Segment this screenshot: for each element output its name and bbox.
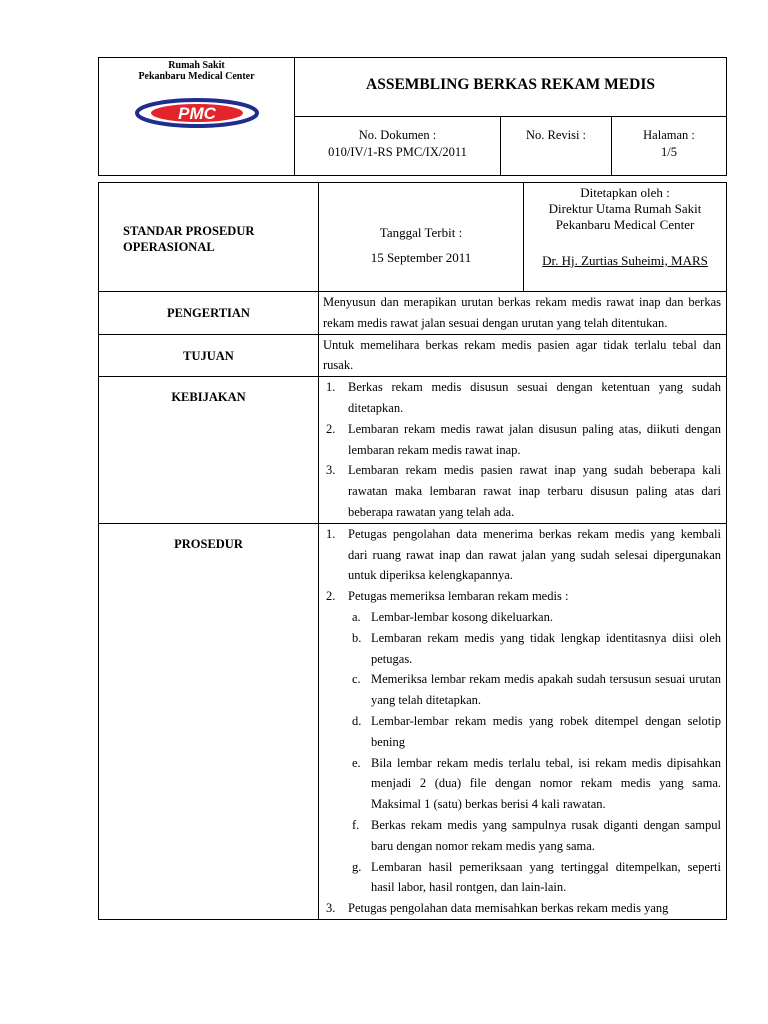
signatory-name: Dr. Hj. Zurtias Suheimi, MARS: [542, 253, 708, 268]
hospital-cell: [99, 58, 295, 176]
page-value: 1/5: [661, 145, 677, 159]
list-item: 1. Berkas rekam medis disusun sesuai dengan ketentuan yang sudah ditetapkan.: [326, 380, 721, 415]
list-item: d. Lembar-lembar rekam medis yang robek ditempel dengan selotip bening: [352, 713, 721, 749]
list-item: g. Lembaran hasil pemeriksaan yang tertinggal ditempelkan, seperti hasil labor, hasil rontgen, dan lain-lain.: [352, 859, 721, 895]
prosedur-list: [323, 524, 721, 607]
page-cell: [612, 117, 727, 176]
kebijakan-label: KEBIJAKAN: [99, 377, 319, 524]
set-by-line2: Pekanbaru Medical Center: [555, 217, 695, 232]
list-item: a. Lembar-lembar kosong dikeluarkan.: [352, 609, 553, 624]
page-label: Halaman :: [643, 128, 695, 142]
tujuan-label: TUJUAN: [99, 334, 319, 377]
list-item: c. Memeriksa lembar rekam medis apakah sudah tersusun sesuai urutan yang telah ditetapkan.: [352, 672, 721, 708]
list-item: 2. Lembaran rekam medis rawat jalan disusun paling atas, diikuti dengan lembaran rekam medis rawat inap.: [326, 421, 721, 457]
prosedur-label: PROSEDUR: [99, 523, 319, 919]
pengertian-text: Menyusun dan merapikan urutan berkas rekam medis rawat inap dan berkas rekam medis rawat jalan sesuai dengan urutan yang telah ditentukan.: [323, 295, 721, 330]
issue-date-label: Tanggal Terbit :: [379, 225, 463, 240]
pmc-logo: [99, 96, 294, 135]
list-item: 3. Petugas pengolahan data memisahkan berkas rekam medis yang: [326, 901, 669, 916]
set-by-label: Ditetapkan oleh :: [580, 185, 670, 200]
doc-number-cell: [295, 117, 501, 176]
title-cell: [295, 58, 727, 117]
pengertian-label: PENGERTIAN: [99, 292, 319, 335]
list-item: f. Berkas rekam medis yang sampulnya rusak diganti dengan sampul baru dengan nomor rekam medis yang sama.: [352, 817, 721, 853]
doc-number-value: 010/IV/1-RS PMC/IX/2011: [328, 145, 467, 159]
list-item: e. Bila lembar rekam medis terlalu tebal, isi rekam medis dipisahkan menjadi 2 (dua) file dengan nomor rekam medis yang sama. Maksimal 1 (satu) berkas berisi 4 kali rawatan.: [352, 755, 721, 812]
tujuan-text: Untuk memelihara berkas rekam medis pasien agar tidak terlalu tebal dan rusak.: [323, 337, 721, 373]
list-item: 3. Lembaran rekam medis pasien rawat inap yang sudah beberapa kali rawatan maka lembaran rawat inap terbaru disusun paling atas dari beberapa rawatan yang telah ada.: [326, 463, 721, 519]
doc-number-label: No. Dokumen :: [358, 128, 437, 142]
list-item: 1. Petugas pengolahan data menerima berkas rekam medis yang kembali dari ruang rawat inap dan rawat jalan yang sudah selesai dipergunakan untuk diperiksa kelengkapannya.: [326, 526, 721, 583]
document-title: ASSEMBLING BERKAS REKAM MEDIS: [366, 76, 655, 93]
revision-cell: [501, 117, 612, 176]
issue-date-value: 15 September 2011: [370, 250, 472, 265]
hospital-name: Rumah Sakit Pekanbaru Medical Center: [138, 60, 255, 82]
set-by-line1: Direktur Utama Rumah Sakit: [548, 201, 702, 216]
kebijakan-content: [319, 377, 727, 524]
issue-date-cell: [319, 183, 524, 292]
list-item: 2. Petugas memeriksa lembaran rekam medis :: [326, 589, 569, 604]
pengertian-content: [319, 292, 727, 335]
prosedur-sublist: [323, 607, 721, 898]
prosedur-content: [319, 523, 727, 919]
tujuan-content: [319, 334, 727, 377]
revision-label: No. Revisi :: [525, 128, 587, 142]
logo-text: PMC: [177, 104, 216, 123]
set-by-cell: [524, 183, 727, 292]
header-table: [98, 57, 727, 176]
list-item: b. Lembaran rekam medis yang tidak lengkap identitasnya diisi oleh petugas.: [352, 630, 721, 666]
kebijakan-list: [323, 377, 721, 523]
spo-label-cell: STANDAR PROSEDUR OPERASIONAL: [99, 183, 319, 292]
main-table: [98, 182, 727, 920]
